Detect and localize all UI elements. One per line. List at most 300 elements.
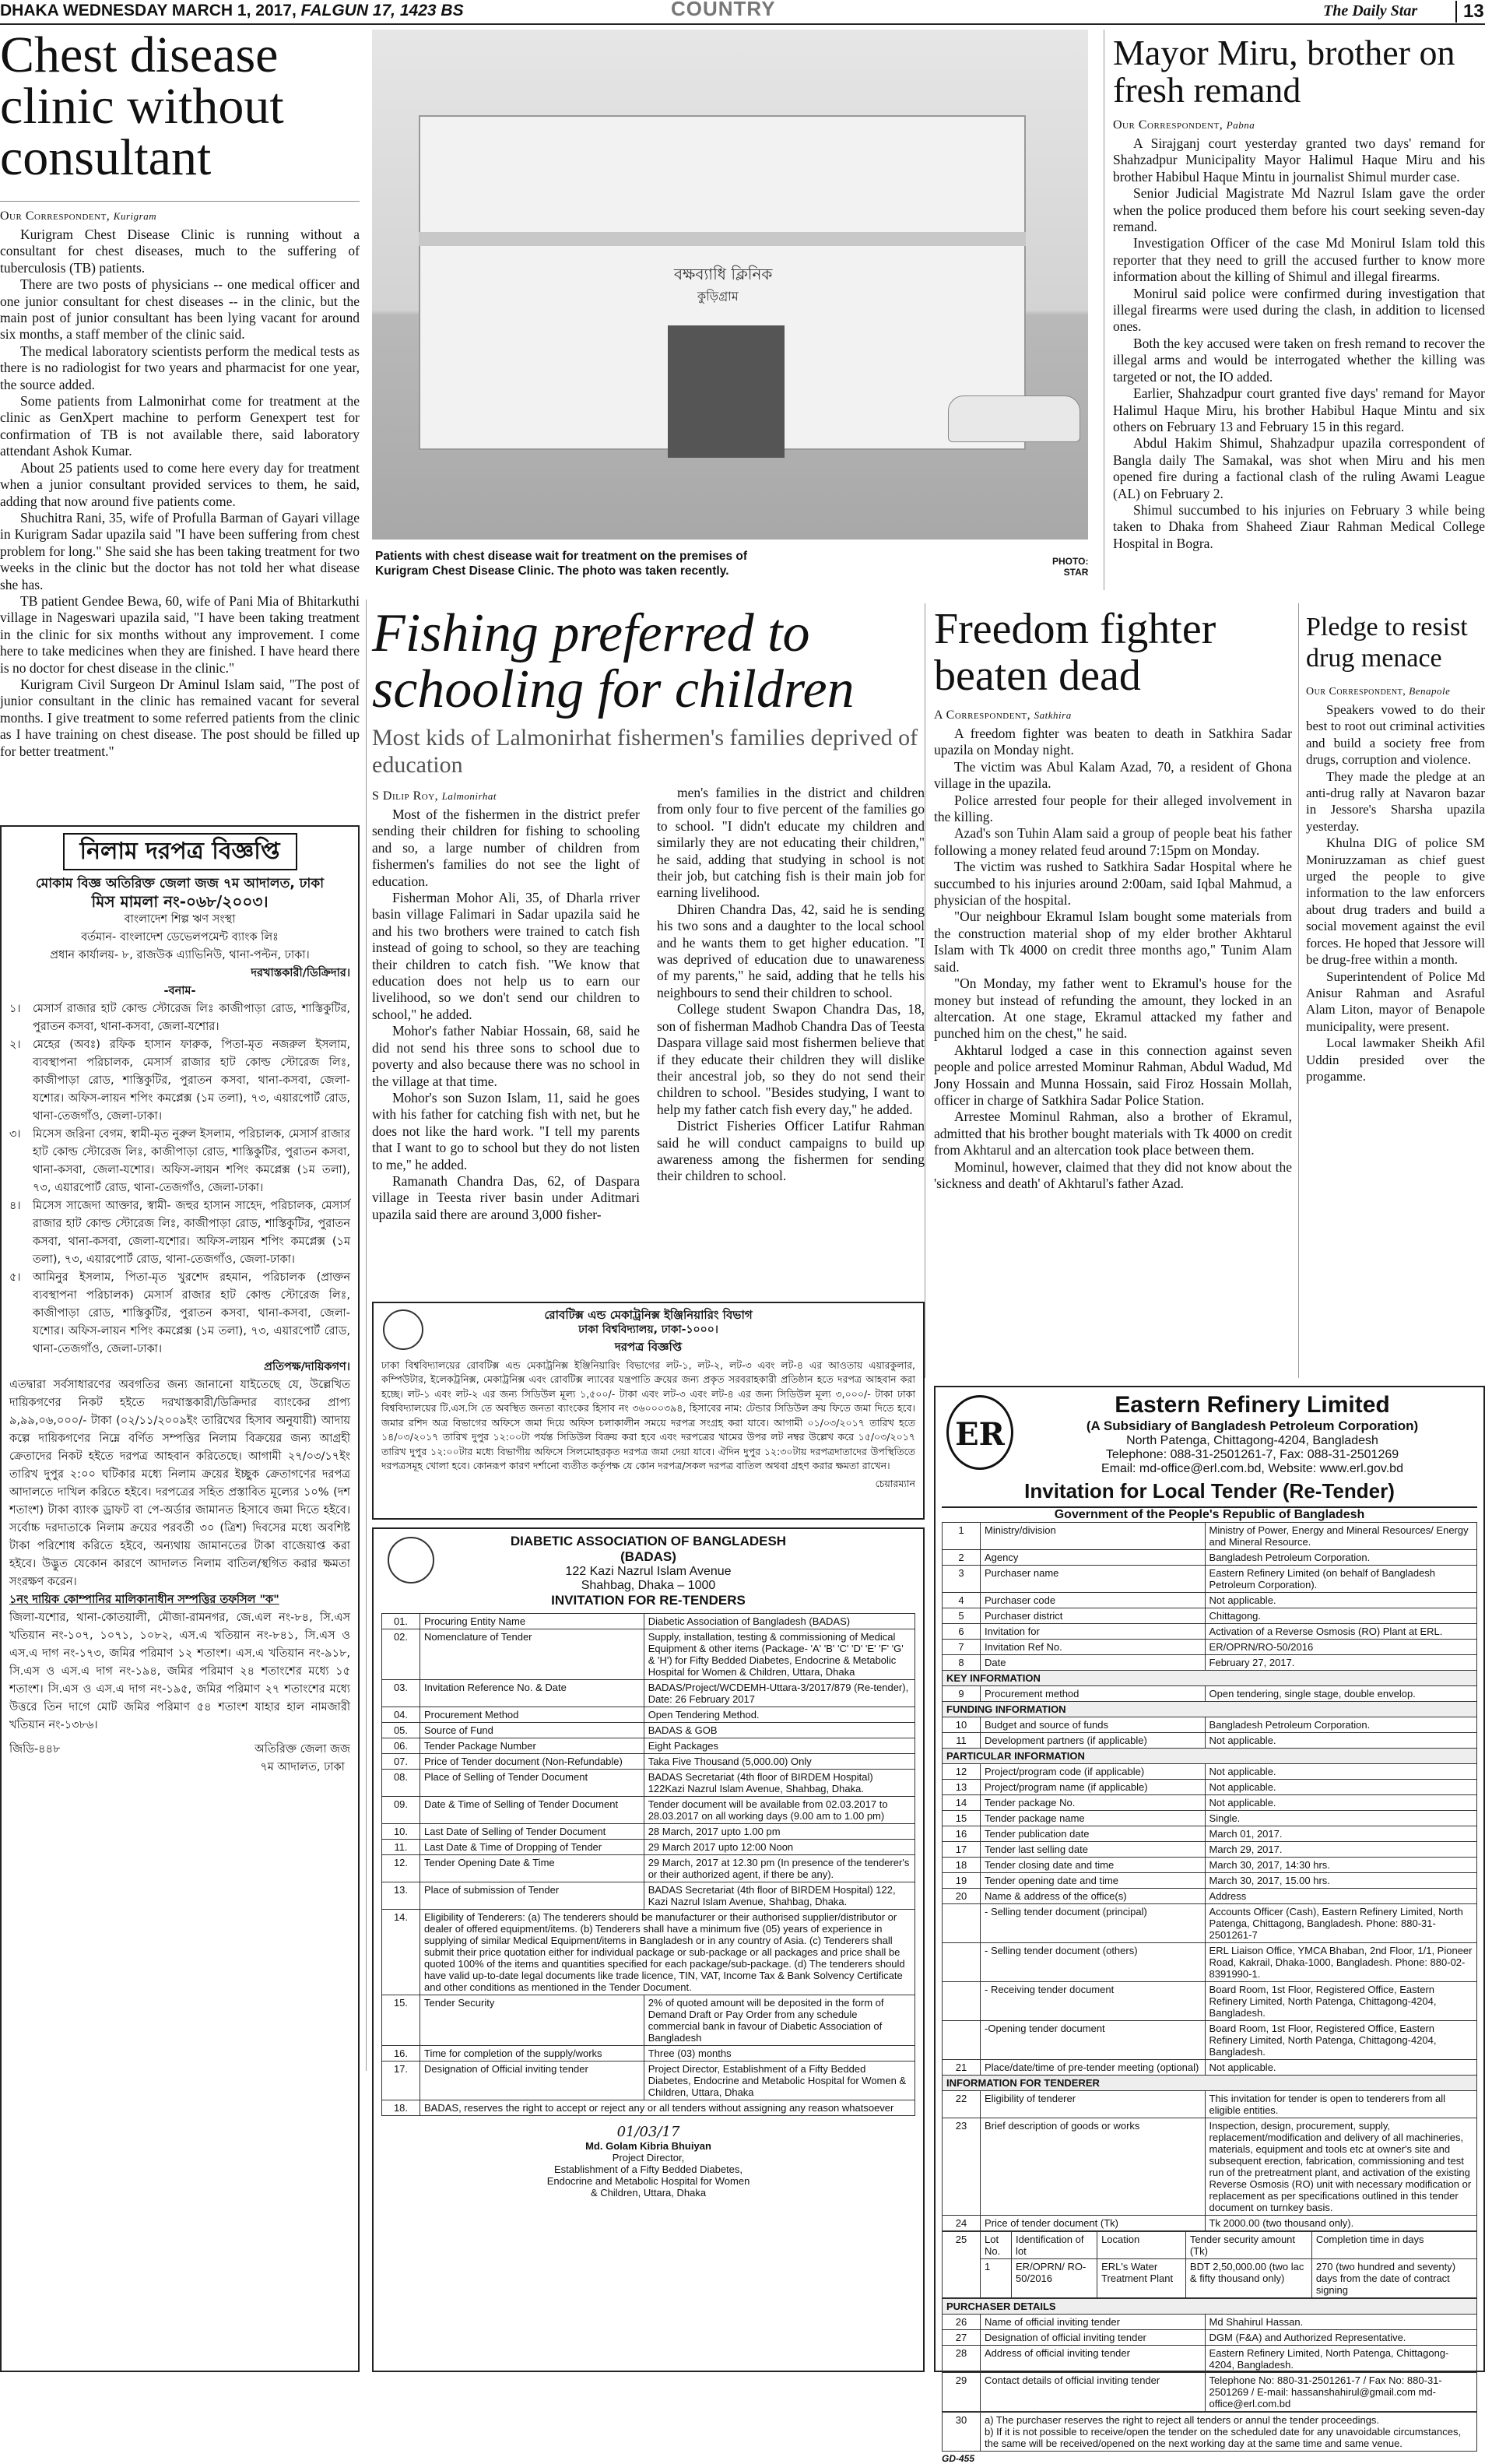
row-label: Project/program code (if applicable) [981, 1764, 1206, 1780]
table-row [943, 1982, 1477, 2021]
table-row [943, 1702, 1477, 1717]
row-value: Three (03) months [644, 2046, 915, 2062]
table-row [943, 1780, 1477, 1795]
row-number: 2 [943, 1550, 981, 1566]
row-value: Board Room, 1st Floor, Registered Office, Eastern Refinery Limited, North Patenga, Chittagong-4204, Bangladesh. [1205, 1982, 1476, 2021]
row-number: 06. [382, 1738, 420, 1754]
versus: -বনাম- [163, 985, 196, 997]
table-row [943, 1671, 1477, 1686]
badas-logo-icon [388, 1537, 434, 1583]
row-number: 12. [382, 1855, 420, 1882]
table-row [943, 1842, 1477, 1858]
paragraph: Police arrested four people for their alleged involvement in the killing. [934, 792, 1292, 825]
row-label: Tender last selling date [981, 1842, 1206, 1858]
ad-sign: চেয়ারম্যান [875, 1477, 915, 1489]
table-row [943, 1593, 1477, 1608]
ad-body: ঢাকা বিশ্ববিদ্যালয়ের রোবটিক্স এন্ড মেকাট্রনিক্স ইঞ্জিনিয়ারিং বিভাগের লট-১, লট-২, লট-৩ এবং লট-৪ এর আওতায় এয়ারকুলার, কম্পিউটার, ইলেকট্রনিক্স, মেকাট্রনিক্স এবং রোবটিক্স ল্যাবের যন্ত্রপাতি ক্রয়ের জন্য প্রকৃত সরবরাহকারী প্রতিষ্ঠান হতে দরপত্র আহবান করা হচ্ছে। লট-১ এবং লট-২ এর জন্য সিডিউল মূল্য ১,৫০০/- টাকা এবং লট-৩ এবং লট-৪ এর জন্য সিডিউল মূল্য ৩,০০০/- টাকা ঢাকা বিশ্ববিদ্যালয়ের টি.এস.সি তে অবস্থিত জনতা ব্যাংকের হিসাব নং ৩৬০০০৩৯৪, হিসাবের নাম: টেন্ডার সিডিউল ক্রয় ফিতে জমা দিতে হবে। জমার রশিদ অত্র বিভাগের অফিসে জমা দিয়ে অফিস চলাকালীন সময়ে দরপত্র সংগ্রহ করা যাবে। আগামী ০১/০৩/২০১৭ তারিখ হতে ১৪/০৩/২০১৭ তারিখ দুপুর ১২:০০টা পর্যন্ত সিডিউল বিক্রয় করা হবে এবং দরপত্রের খামের উপর লট নম্বর উল্লেখ করে ১৫/০৩/২০১৭ তারিখ দুপুর ১২:০০টার মধ্যে বিভাগীয় অফিসে সিলমোহরকৃত দরপত্র জমা দেয়া যাবে। ঐদিন দুপুর ১২:৩০টায় দরপত্রদাতাদের উপস্থিতিতে দরপত্রসমূহ খোলা হবে। কোনরূপ কারণ দর্শানো ব্যতীত কর্তৃপক্ষ যে কোন দরপত্র/সকল দরপত্র বাতিল অথবা গ্রহণ করার ক্ষমতা রাখেন। [381, 1359, 915, 1471]
row-label: Designation of Official inviting tender [420, 2062, 644, 2100]
row-value: Inspection, design, procurement, supply, replacement/modification and delivery of all machineries, materials, equipment and tools etc at owner's site and subsequent erection, fabrication, commissioning and test run of the pretreatment plant, and activation of the existing Reverse Osmosis (RO) unit with necessary modification or replacement as per specifications outlined in this tender document on turnkey basis. [1205, 2118, 1476, 2216]
court: মোকাম বিজ্ঞ অতিরিক্ত জেলা জজ ৭ম আদালত, ঢাকা [35, 876, 325, 891]
row-label: Procurement Method [420, 1707, 644, 1723]
list-item [9, 1126, 350, 1197]
row-number: 5 [943, 1608, 981, 1624]
row-label: Purchaser district [981, 1608, 1206, 1624]
row-number: 27 [943, 2330, 981, 2346]
paragraph: There are two posts of physicians -- one medical officer and one junior consultant for chest diseases -- in the clinic, but the main post of junior consultant has been lying vacant for around six months, a staff member of the clinic said. [0, 276, 360, 343]
row-label: - Receiving tender document [981, 1982, 1206, 2021]
row-label: -Opening tender document [981, 2021, 1206, 2060]
table-row [943, 1655, 1477, 1671]
table-row [943, 1943, 1477, 1982]
notes-number: 30 [943, 2413, 981, 2452]
table-row [943, 1566, 1477, 1593]
paragraph: District Fisheries Officer Latifur Rahman said he will conduct campaigns to build up awareness among the fishermen for sending their children to school. [657, 1118, 925, 1184]
ad-head-1: রোবটিক্স এন্ড মেকাট্রনিক্স ইঞ্জিনিয়ারিং বিভাগ [544, 1308, 753, 1322]
org-tel: Telephone: 088-31-2501261-7, Fax: 088-31-2501269 [1105, 1448, 1399, 1461]
signatory: Md. Golam Kibria Bhuiyan [585, 2140, 711, 2152]
lot-value-lot: 1 [981, 2259, 1012, 2298]
ad-ref: জিডি-৪৪৮ [9, 1743, 61, 1756]
byline: A Correspondent, [934, 708, 1031, 722]
paragraph: Kurigram Chest Disease Clinic is running without a consultant for chest diseases, much to the suffering of tuberculosis (TB) patients. [0, 227, 360, 276]
table-row [382, 1723, 915, 1738]
row-label: Source of Fund [420, 1723, 644, 1738]
lot-col-id: Identification of lot [1012, 2232, 1097, 2259]
row-label: Agency [981, 1550, 1206, 1566]
org-1: বাংলাদেশ শিল্প ঋণ সংস্থা [124, 913, 236, 926]
row-number: 8 [943, 1655, 981, 1671]
row-number: 24 [943, 2216, 981, 2231]
list-item-number: ১। [9, 1003, 21, 1015]
photo-credit: STAR [1063, 567, 1089, 578]
row-value: Not applicable. [1205, 1593, 1476, 1608]
clinic-photo [372, 30, 1088, 540]
paragraph: Some patients from Lalmonirhat come for treatment at the clinic as GenXpert machine to perform Genexpert test for confirmation of TB is not available there, said laboratory attendant Ashok Kumar. [0, 393, 360, 459]
paragraph: Dhiren Chandra Das, 42, said he is sending his two sons and a daughter to the local school and he wants them to get higher education. "I was deprived of education due to unawareness of my parents," he said, adding that he tells his neighbours to send their children to school. [657, 901, 925, 1000]
row-value: Taka Five Thousand (5,000.00) Only [644, 1754, 915, 1770]
table-row [382, 1797, 915, 1824]
row-value: Activation of a Reverse Osmosis (RO) Plant at ERL. [1205, 1624, 1476, 1640]
row-label: Name of official inviting tender [981, 2315, 1206, 2330]
list-item-number: ৫। [9, 1271, 21, 1284]
addr-1: 122 Kazi Nazrul Islam Avenue [565, 1565, 732, 1578]
paragraph: Abdul Hakim Shimul, Shahzadpur upazila correspondent of Bangla daily The Samakal, was shot when Miru and his men opened fire during a factional clash of the ruling Awami League (AL) on February 2. [1113, 435, 1485, 501]
article-body [1113, 135, 1485, 552]
row-number: 09. [382, 1797, 420, 1824]
paragraph: Mohor's father Nabiar Hossain, 68, said he did not send his three sons to school due to poverty and also because there was no school in the village at that time. [372, 1023, 640, 1089]
lot-col-location: Location [1097, 2232, 1186, 2259]
row-number [943, 2021, 981, 2060]
byline: S Dilip Roy, [372, 789, 439, 803]
row-number: 21 [943, 2060, 981, 2076]
row-number: 22 [943, 2091, 981, 2118]
table-row [943, 1608, 1477, 1624]
row-number: 29 [943, 2373, 981, 2412]
row-label: BADAS, reserves the right to accept or reject any or all tenders without assigning any reason whatsoever [420, 2100, 915, 2116]
row-value: Accounts Officer (Cash), Eastern Refinery Limited, North Patenga, Chittagong, Bangladesh. Phone: 880-31-2501261-7 [1205, 1904, 1476, 1943]
lot-value-security: BDT 2,50,000.00 (two lac & fifty thousand only) [1185, 2259, 1311, 2298]
dateline: DHAKA WEDNESDAY MARCH 1, 2017, [0, 2, 297, 19]
row-number: 14 [943, 1795, 981, 1811]
byline-place: Pabna [1226, 119, 1255, 131]
org-2: বর্তমান- বাংলাদেশ ডেভেলপমেন্ট ব্যাংক লিঃ [81, 931, 279, 944]
row-value: March 30, 2017, 14:30 hrs. [1205, 1858, 1476, 1873]
list-item-number: ২। [9, 1039, 21, 1051]
table-row [382, 2062, 915, 2100]
row-value: Eight Packages [644, 1738, 915, 1754]
ad-title: দরপত্র বিজ্ঞপ্তি [614, 1340, 683, 1354]
paragraph: Monirul said police were confirmed during investigation that illegal firearms were used during the clash, in addition to licensed ones. [1113, 285, 1485, 335]
row-value: Board Room, 1st Floor, Registered Office, Eastern Refinery Limited, North Patenga, Chittagong-4204, Bangladesh. [1205, 2021, 1476, 2060]
row-value: Eastern Refinery Limited (on behalf of Bangladesh Petroleum Corporation). [1205, 1566, 1476, 1593]
paragraph: A Sirajganj court yesterday granted two days' remand for Shahzadpur Municipality Mayor Halimul Haque Miru and his brother Habibul Haque Mintu in journalist Shimul murder case. [1113, 135, 1485, 185]
notice-body: এতদ্বারা সর্বসাধারণের অবগতির জন্য জানানো যাইতেছে যে, উল্লেখিত দায়িকগণের নিকট হইতে দরখাস্তকারী/ডিক্রিদার ব্যাংকের প্রাপ্য ৯,৯৯,০৬,০০০/- টাকা (০২/১১/২০০৯ইং তারিখের হিসাব অনুযায়ী) আদায় কল্পে দায়িকগণের নিম্নে বর্ণিত সম্পত্তির নিলাম বিক্রয়ের জন্য আগ্রহী ক্রেতাদের নিকট হইতে দরপত্র আহবান করিতেছে। আগামী ২৭/০৩/১৭ইং তারিখ দুপুর ২:০০ ঘটিকার মধ্যে নিলাম ক্রয়ের ইচ্ছুক ক্রেতাগণের দরপত্র আদালতে দাখিল করিতে হইবে। দরপত্রের সহিত প্রস্তাবিত মূল্যের ১০% (দশ শতাংশ) টাকা ব্যাংক ড্রাফট বা পে-অর্ডার জামানত হিসাবে জমা দিতে হইবে। সর্বোচ্চ দরদাতাকে নিলাম ক্রয়ের পরবর্তী ৩০ (ত্রিশ) দিবসের মধ্যে অবশিষ্ট টাকা পরিশোধ করিতে হইবে, অন্যথায় জামানতের টাকা বাজেয়াপ্ত করা হইবে। উদ্ভুত যেকোন কারণে আদালত নিলাম বাতিল/স্থগিত করার ক্ষমতা সংরক্ষণ করেন। [9, 1379, 350, 1588]
row-value: 29 March 2017 upto 12:00 Noon [644, 1840, 915, 1855]
row-number: 08. [382, 1770, 420, 1797]
list-item-number: ৪। [9, 1200, 21, 1212]
row-number: 13 [943, 1780, 981, 1795]
page-header [0, 0, 1485, 23]
lot-table [942, 2231, 1477, 2298]
table-row [943, 1858, 1477, 1873]
row-label: Brief description of goods or works [981, 2118, 1206, 2216]
byline: Our Correspondent, [1306, 686, 1406, 698]
byline-place: Satkhira [1034, 709, 1072, 721]
table-row [382, 2046, 915, 2062]
article-freedom-fighter [934, 606, 1292, 1376]
row-value: Not applicable. [1205, 1764, 1476, 1780]
byline-place: Kurigram [113, 210, 157, 222]
org-email: Email: md-office@erl.com.bd, Website: www.erl.gov.bd [1101, 1462, 1403, 1475]
paragraph: Fisherman Mohor Ali, 35, of Dharla rriver basin village Falimari in Sadar upazila said he and his two brothers were trained to catch fish instead of going to school, so they are teaching their children to catch fish. "We know that education does not help us to earn our livelihood, so we don't send our children to school," he added. [372, 890, 640, 1022]
ad-ref: GD-455 [942, 2453, 975, 2464]
dateline-extra: FALGUN 17, 1423 BS [300, 2, 464, 19]
row-label: Purchaser name [981, 1566, 1206, 1593]
table-row [943, 2076, 1477, 2091]
row-number: 01. [382, 1614, 420, 1629]
row-value: ERL Liaison Office, YMCA Bhaban, 2nd Floor, 1/1, Pioneer Road, Kakrail, Dhaka-1000, Bangladesh. Phone: 880-02-8391990-1. [1205, 1943, 1476, 1982]
row-number: 6 [943, 1624, 981, 1640]
subhead: Most kids of Lalmonirhat fishermen's families deprived of education [372, 725, 918, 778]
table-row [382, 2100, 915, 2116]
paragraph: The victim was Abul Kalam Azad, 70, a resident of Ghona village in the upazila. [934, 758, 1292, 792]
row-label: Tender Security [420, 1995, 644, 2046]
table-row [943, 1686, 1477, 1702]
table-row [943, 2346, 1477, 2373]
row-value: Bangladesh Petroleum Corporation. [1205, 1550, 1476, 1566]
paragraph: Speakers vowed to do their best to root out criminal activities and build a society free from drugs, corruption and violence. [1306, 702, 1485, 768]
row-number: 05. [382, 1723, 420, 1738]
row-value: Md Shahirul Hassan. [1205, 2315, 1476, 2330]
row-number: 26 [943, 2315, 981, 2330]
sign-2: ৭ম আদালত, ঢাকা [260, 1761, 345, 1773]
clinic-sign: বক্ষব্যাধি ক্লিনিক [674, 265, 773, 283]
row-label: Tender opening date and time [981, 1873, 1206, 1889]
row-label: Nomenclature of Tender [420, 1629, 644, 1680]
org-name: DIABETIC ASSOCIATION OF BANGLADESH [510, 1534, 787, 1548]
section-header: PURCHASER DETAILS [943, 2299, 1477, 2315]
photo-caption: Patients with chest disease wait for treatment on the premises of Kurigram Chest Disease Clinic. The photo was taken recently. [375, 550, 748, 578]
table-row [943, 1873, 1477, 1889]
list-item-text: আমিনুর ইসলাম, পিতা-মৃত খুরশেদ রহমান, পরিচালক (প্রাক্তন ব্যবস্থাপনা পরিচালক) মেসার্স রাজার হাট কোল্ড স্টোরেজ লিঃ, কাজীপাড়া রোড, শাস্তিকুটির, পুরাতন কসবা, থানা-কসবা, জেলা-যশোর। অফিস-লায়ন শপিং কমপ্লেক্স (১ম তলা), ৭৩, এয়ারপোর্ট রোড, থানা-তেজগাঁও, জেলা-ঢাকা। [33, 1271, 350, 1355]
headline: Pledge to resist drug menace [1306, 613, 1468, 673]
row-value: Project Director, Establishment of a Fifty Bedded Diabetes, Endocrine and Metabolic Hospital for Women & Children, Uttara, Dhaka [644, 2062, 915, 2100]
list-item [9, 1000, 350, 1036]
byline-place: Benapole [1409, 685, 1451, 697]
table-row [943, 1624, 1477, 1640]
row-label: Name & address of the office(s) [981, 1889, 1206, 1904]
section-name: COUNTRY [671, 0, 776, 20]
signatory-line-5: & Children, Uttara, Dhaka [590, 2187, 707, 2199]
lot-value-id: ER/OPRN/ RO-50/2016 [1012, 2259, 1097, 2298]
row-number: 14. [382, 1910, 420, 1995]
paragraph: Kurigram Civil Surgeon Dr Aminul Islam said, "The post of junior consultant in the clinic has remained vacant for several months. I give treatment to some referred patients from the clinic as I have training on chest disease. The post should be filled up for better treatment." [0, 676, 360, 759]
signatory-line-4: Endocrine and Metabolic Hospital for Women [546, 2175, 750, 2187]
tender-table [942, 1522, 1477, 2231]
paragraph: The medical laboratory scientists perform the medical tests as there is no radiologist for two years and pharmacist for one year, the source added. [0, 343, 360, 392]
row-number: 18. [382, 2100, 420, 2116]
list-item [9, 1036, 350, 1126]
row-value: Single. [1205, 1811, 1476, 1826]
table-row [943, 2330, 1477, 2346]
ad-title: Invitation for Local Tender (Re-Tender) [1024, 1479, 1395, 1503]
lot-col-lot: Lot No. [981, 2232, 1012, 2259]
paragraph: Superintendent of Police Md Anisur Rahman and Asraful Alam Liton, mayor of Benapole municipality, were present. [1306, 968, 1485, 1034]
list-item-text: মেহের (অবঃ) রফিক হাসান ফারুক, পিতা-মৃত নজরুল ইসলাম, ব্যবস্থাপনা পরিচালক, মেসার্স রাজার হাট কোল্ড স্টোরেজ লিঃ, কাজীপাড়া রোড, শাস্তিকুটির, পুরাতন কসবা, থানা-কসবা, জেলা-যশোর। অফিস-লায়ন শপিং কমপ্লেক্স (১ম তলা), ৭৩, এয়ারপোর্ট রোড, থানা-তেজগাঁও, জেলা-ঢাকা। [33, 1039, 350, 1123]
row-value: Eastern Refinery Limited, North Patenga, Chittagong-4204, Bangladesh. [1205, 2346, 1476, 2373]
paragraph: Both the key accused were taken on fresh remand to recover the illegal arms and would be interrogated whether the killing was targeted or not, the IO added. [1113, 335, 1485, 385]
list-item-text: মিসেস জরিনা বেগম, স্বামী-মৃত নুরুল ইসলাম, পরিচালক, মেসার্স রাজার হাট কোল্ড স্টোরেজ লিঃ, কাজীপাড়া রোড, শাস্তিকুটির, পুরাতন কসবা, থানা-কসবা, জেলা-যশোর। অফিস-লায়ন শপিং কমপ্লেক্স (১ম তলা), ৭৩, এয়ারপোর্ট রোড, থানা-তেজগাঁও, জেলা-ঢাকা। [33, 1128, 350, 1194]
table-row [382, 1824, 915, 1840]
table-row [382, 1629, 915, 1680]
article-body [934, 726, 1292, 1192]
row-value: Open Tendering Method. [644, 1707, 915, 1723]
schedule-body: জিলা-যশোর, থানা-কোতয়ালী, মৌজা-রামনগর, জে.এল নং-৮৪, সি.এস খতিয়ান নং-১০৭, ১০৭১, ১০৮২, এস.এ খতিয়ান নং-৮৪১, সি.এস ও এস.এ দাগ নং-১৭৩, জমির পরিমাণ ১২ শতাংশ। এস.এ খতিয়ান নং-৯১৮, সি.এস ও এস.এ দাগ নং-১৯৪, জমির পরিমাণ ২৪ শতাংশের মধ্যে ১৫ শতাংশ। সি.এস ও এস.এ দাগ নং-১৯৫, জমির পরিমাণ ২৭ শতাংশের মধ্যে উত্তরে তিন দাগে মোট জমির পরিমাণ ৫৪ শতাংশ যাহার হাল নামজারী খতিয়ান নং-১৩৮৬। [9, 1612, 350, 1731]
paragraph: Earlier, Shahzadpur court granted five days' remand for Mayor Halimul Haque Miru, his brother Habibul Haque Mintu and six others on February 13 and February 15 in this regard. [1113, 385, 1485, 434]
paragraph: Senior Judicial Magistrate Md Nazrul Islam gave the order when the police produced them before his court seeking seven-day remand. [1113, 185, 1485, 235]
row-number: 4 [943, 1593, 981, 1608]
row-number: 03. [382, 1680, 420, 1707]
table-row [943, 2373, 1477, 2412]
paragraph: The victim was rushed to Satkhira Sadar Hospital where he succumbed to his injuries around 2:00am, said Iqbal Mahmud, a physician of the hospital. [934, 859, 1292, 909]
paragraph: Most of the fishermen in the district prefer sending their children for fishing to schooling and so, a large number of children from fishermen's families do not see the light of education. [372, 807, 640, 889]
paragraph: Investigation Officer of the case Md Monirul Islam told this reporter that they need to grill the accused further to know more information about the killing of Shimul and illegal firearms. [1113, 235, 1485, 285]
table-row [943, 1640, 1477, 1655]
row-value: Open tendering, single stage, double envelop. [1205, 1686, 1476, 1702]
page-number: 13 [1455, 1, 1484, 23]
lot-col-time: Completion time in days [1311, 2232, 1476, 2259]
section-header: KEY INFORMATION [943, 1671, 1477, 1686]
article-body-col2 [657, 785, 925, 1223]
tender-table [381, 1613, 915, 2116]
row-value: Chittagong. [1205, 1608, 1476, 1624]
note-b: b) If it is not possible to receive/open the tender on the scheduled date for any unavoidable circumstances, the same will be received/opened on the next working day at the same time and same venue. [985, 2426, 1462, 2449]
table-row [382, 1680, 915, 1707]
row-value: ER/OPRN/RO-50/2016 [1205, 1640, 1476, 1655]
headline: Fishing preferred to schooling for children [372, 603, 855, 719]
sign-1: অতিরিক্ত জেলা জজ [255, 1743, 350, 1756]
row-label: Address of official inviting tender [981, 2346, 1206, 2373]
row-value: Not applicable. [1205, 1733, 1476, 1749]
list-item-text: মিসেস সাজেদা আক্তার, স্বামী- জহুর হাসান সাহেদ, পরিচালক, মেসার্স রাজার হাট কোল্ড স্টোরেজ লিঃ, কাজীপাড়া রোড, শাস্তিকুটির, পুরাতন কসবা, থানা-কসবা, জেলা-যশোর। অফিস-লায়ন শপিং কমপ্লেক্স (১ম তলা), ৭৩, এয়ারপোর্ট রোড, থানা-তেজগাঁও, জেলা-ঢাকা। [33, 1200, 350, 1266]
signatory-line-3: Establishment of a Fifty Bedded Diabetes, [553, 2163, 743, 2175]
list-item-text: মেসার্স রাজার হাট কোল্ড স্টোরেজ লিঃ কাজীপাড়া রোড, শাস্তিকুটির, পুরাতন কসবা, থানা-কসবা, জেলা-যশোর। [33, 1003, 350, 1033]
row-number: 16 [943, 1826, 981, 1842]
row-number: 17 [943, 1842, 981, 1858]
row-label: Tender package No. [981, 1795, 1206, 1811]
row-number: 20 [943, 1889, 981, 1904]
article-body-col1 [372, 807, 640, 1223]
paragraph: Arrestee Mominul Rahman, also a brother of Ekramul, admitted that his brother bought materials with Tk 4000 on credit from Akhtarul and an altercation took place between them. [934, 1109, 1292, 1158]
row-label: Designation of official inviting tender [981, 2330, 1206, 2346]
signatory-title: Project Director, [612, 2152, 685, 2163]
lot-value-time: 270 (two hundred and seventy) days from the date of contract signing [1311, 2259, 1476, 2298]
row-value: 2% of quoted amount will be deposited in the form of Demand Draft or Pay Order from any schedule commercial bank in favour of Diabetic Association of Bangladesh [644, 1995, 915, 2046]
paragraph: Azad's son Tuhin Alam said a group of people beat his father following a money related feud around 7:15pm on Monday. [934, 825, 1292, 858]
row-number: 1 [943, 1523, 981, 1550]
row-label: Place of Selling of Tender Document [420, 1770, 644, 1797]
table-row [382, 1614, 915, 1629]
party-1: দরখাস্তকারী/ডিক্রিদার। [251, 967, 350, 979]
party-2: প্রতিপক্ষ/দায়িকগণ। [264, 1361, 350, 1373]
row-label: - Selling tender document (others) [981, 1943, 1206, 1982]
row-number: 02. [382, 1629, 420, 1680]
row-number: 16. [382, 2046, 420, 2062]
row-number: 12 [943, 1764, 981, 1780]
table-row [382, 1707, 915, 1723]
article-mayor-miru [1113, 34, 1485, 595]
table-row [382, 1840, 915, 1855]
lot-value-location: ERL's Water Treatment Plant [1097, 2259, 1186, 2298]
row-number [943, 1943, 981, 1982]
section-header: FUNDING INFORMATION [943, 1702, 1477, 1717]
paragraph: Shuchitra Rani, 35, wife of Profulla Barman of Gayari village in Kurigram Sadar upazila said "I have been suffering from chest problem for long." She said she has been taking treatment for two weeks in the clinic but the doctor has not told her what disease she has. [0, 509, 360, 592]
row-label: Tender publication date [981, 1826, 1206, 1842]
table-row [382, 1882, 915, 1910]
row-label: Date [981, 1655, 1206, 1671]
schedule-title: ১নং দায়িক কোম্পানির মালিকানাধীন সম্পত্তির তফসিল "ক" [9, 1594, 279, 1606]
article-body [0, 227, 360, 760]
table-row [943, 1889, 1477, 1904]
paragraph: Akhtarul lodged a case in this connection against seven people and police arrested Mominur Rahman, Abdul Wadud, Md Jony Hossain and Munna Hossain, said Firoz Hossain Mollah, officer in charge of Satkhira Sadar Police Station. [934, 1042, 1292, 1108]
org-sub: (A Subsidiary of Bangladesh Petroleum Corporation) [1086, 1418, 1419, 1433]
row-number: 04. [382, 1707, 420, 1723]
row-label: Place/date/time of pre-tender meeting (optional) [981, 2060, 1206, 2076]
table-row [382, 1995, 915, 2046]
ad-title: INVITATION FOR RE-TENDERS [551, 1593, 746, 1608]
paragraph: men's families in the district and children from only four to five percent of the families go to school. "I didn't educate my children and similarly they are not educating their children," he said, adding that studying in school is not their job, but catching fish is their main job for earning livelihood. [657, 785, 925, 901]
ad-head-2: ঢাকা বিশ্ববিদ্যালয়, ঢাকা-১০০০। [578, 1323, 718, 1336]
row-number: 15. [382, 1995, 420, 2046]
paragraph: Local lawmaker Sheikh Afil Uddin presided over the progamme. [1306, 1035, 1485, 1084]
lot-col-security: Tender security amount (Tk) [1185, 2232, 1311, 2259]
paragraph: About 25 patients used to come here every day for treatment when a junior consultant provided services to them, he said, adding that now around five patients come. [0, 459, 360, 509]
row-label: Invitation Ref No. [981, 1640, 1206, 1655]
row-value: February 27, 2017. [1205, 1655, 1476, 1671]
row-value: BADAS Secretariat (4th floor of BIRDEM Hospital) 122, Kazi Nazrul Islam Avenue, Shahbag, Dhaka. [644, 1882, 915, 1910]
row-label: Invitation for [981, 1624, 1206, 1640]
table-row [943, 1764, 1477, 1780]
row-number [943, 1982, 981, 2021]
headline: Freedom fighter beaten dead [934, 605, 1216, 700]
table-row [943, 1717, 1477, 1733]
row-label: Ministry/division [981, 1523, 1206, 1550]
ad-badas-tender [372, 1527, 925, 2372]
article-body [1306, 701, 1485, 1084]
table-row [943, 1749, 1477, 1764]
paragraph: TB patient Gendee Bewa, 60, wife of Pani Mia of Bhitarkuthi village in Nageswari upazila said, "I have been taking treatment in the clinic for six months without any improvement. I come here to take medicines when they are finished. I have heard there is no doctor for chest disease in the clinic." [0, 592, 360, 676]
row-label: Last Date & Time of Dropping of Tender [420, 1840, 644, 1855]
row-value: Supply, installation, testing & commissioning of Medical Equipment & other items (Package- 'A' 'B' 'C' 'D' 'E' 'F' 'G' & 'H') for Fifty Bedded Diabetes, Endocrine & Metabolic Hospital for Women & Children, Uttara, Dhaka [644, 1629, 915, 1680]
row-value: Not applicable. [1205, 1795, 1476, 1811]
table-row [943, 1523, 1477, 1550]
row-label: - Selling tender document (principal) [981, 1904, 1206, 1943]
row-label: Date & Time of Selling of Tender Document [420, 1797, 644, 1824]
row-value: Diabetic Association of Bangladesh (BADAS) [644, 1614, 915, 1629]
note-a: a) The purchaser reserves the right to reject all tenders or annul the tender proceedings. [985, 2414, 1380, 2426]
table-row [943, 2118, 1477, 2216]
paragraph: They made the pledge at an anti-drug rally at Navaron bazar in Jessore's Sharsha upazila yesterday. [1306, 768, 1485, 834]
row-value: DGM (F&A) and Authorized Representative. [1205, 2330, 1476, 2346]
byline: Our Correspondent, [1113, 118, 1223, 132]
row-number: 07. [382, 1754, 420, 1770]
row-value: Not applicable. [1205, 2060, 1476, 2076]
row-number: 18 [943, 1858, 981, 1873]
paragraph: Ramanath Chandra Das, 62, of Daspara village in Teesta river basin under Aditmari upazila said there are around 3,000 fisher- [372, 1172, 640, 1222]
row-label: Purchaser code [981, 1593, 1206, 1608]
photo-credit-label: PHOTO: [1052, 556, 1089, 567]
row-label: Project/program name (if applicable) [981, 1780, 1206, 1795]
list-item-number: ৩। [9, 1128, 21, 1141]
row-label: Place of submission of Tender [420, 1882, 644, 1910]
table-row [382, 1855, 915, 1882]
row-number: 23 [943, 2118, 981, 2216]
row-label: Eligibility of tenderer [981, 2091, 1206, 2118]
row-label: Tender Package Number [420, 1738, 644, 1754]
byline-place: Lalmonirhat [441, 790, 497, 802]
row-value: This invitation for tender is open to tenderers from all eligible entities. [1205, 2091, 1476, 2118]
section-header: INFORMATION FOR TENDERER [943, 2076, 1477, 2091]
row-number: 9 [943, 1686, 981, 1702]
row-value: 29 March, 2017 at 12.30 pm (In presence of the tenderer's or their authorized agent, if there be any). [644, 1855, 915, 1882]
paragraph: A freedom fighter was beaten to death in Satkhira Sadar upazila on Monday night. [934, 726, 1292, 758]
table-row [943, 2091, 1477, 2118]
row-value: 28 March, 2017 upto 1.00 pm [644, 1824, 915, 1840]
table-row [943, 1795, 1477, 1811]
headline: Mayor Miru, brother on fresh remand [1113, 33, 1455, 110]
list-item [9, 1197, 350, 1269]
clinic-sign-place: কুড়িগ্রাম [697, 289, 739, 304]
row-label: Tender package name [981, 1811, 1206, 1826]
addr-2: Shahbag, Dhaka – 1000 [581, 1579, 716, 1592]
row-label: Tender closing date and time [981, 1858, 1206, 1873]
row-number: 3 [943, 1566, 981, 1593]
table-row [943, 2216, 1477, 2231]
row-number: 10 [943, 1717, 981, 1733]
table-row [382, 1770, 915, 1797]
row-label: Price of Tender document (Non-Refundable) [420, 1754, 644, 1770]
row-value: Bangladesh Petroleum Corporation. [1205, 1717, 1476, 1733]
paragraph: "Our neighbour Ekramul Islam bought some materials from the construction material shop of my elder brother Akhtarul Islam with Tk 4000 on credit three months ago," Tunim Alam said. [934, 909, 1292, 975]
gov-name: Government of the People's Republic of Bangladesh [942, 1506, 1477, 1522]
table-row [943, 1904, 1477, 1943]
du-logo-icon [383, 1309, 423, 1350]
org-3: প্রধান কার্যালয়- ৮, রাজউক এ্যাভিনিউ, থানা-পল্টন, ঢাকা। [50, 949, 310, 961]
table-row [943, 2021, 1477, 2060]
row-label: Contact details of official inviting tender [981, 2373, 1206, 2412]
paragraph: Mohor's son Suzon Islam, 11, said he goes with his father for catching fish with net, but he does not like the hard work. "I tell my parents that I want to go to school but they do not listen to me," he added. [372, 1089, 640, 1172]
row-label: Budget and source of funds [981, 1717, 1206, 1733]
